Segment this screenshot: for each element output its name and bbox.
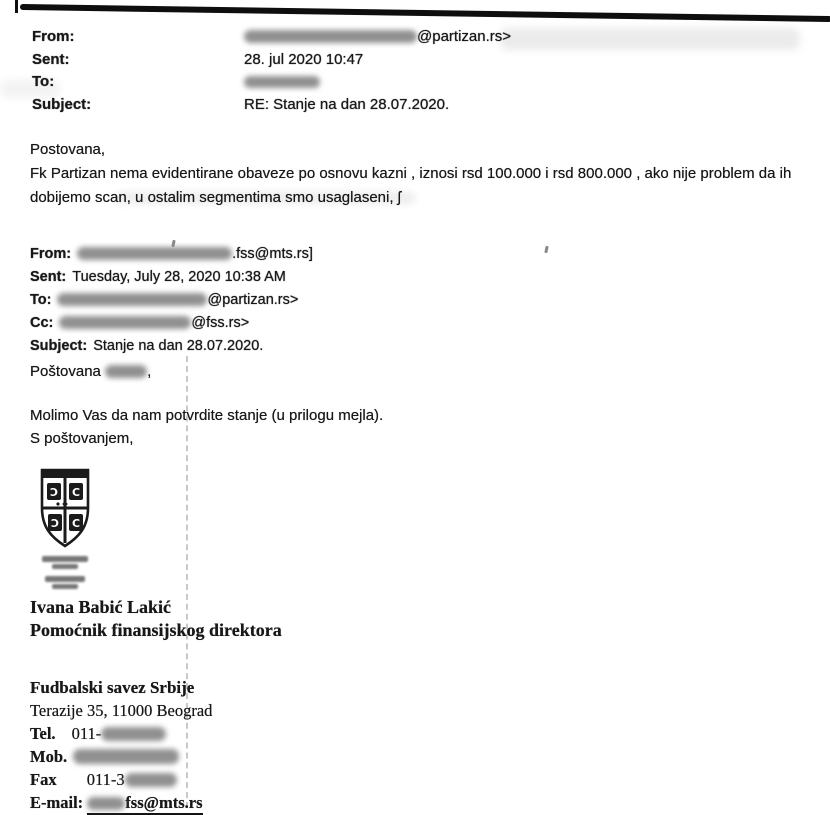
svg-text:C: C: [71, 517, 81, 530]
quoted-salutation-text: Poštovana: [30, 363, 101, 380]
quoted-subject-label: Subject:: [30, 338, 88, 354]
from-label: From:: [32, 28, 75, 45]
quoted-row-cc: [30, 312, 313, 335]
quoted-salutation-punct: ,: [147, 363, 152, 380]
email-visible-text: fss@mts.rs: [125, 793, 203, 812]
header-row-subject: [32, 94, 511, 117]
redacted-sender-name: [244, 30, 417, 43]
redacted-recipient-name: [244, 76, 320, 88]
quoted-email-header: [30, 243, 313, 358]
subject-value: RE: Stanje na dan 28.07.2020.: [244, 95, 450, 113]
quoted-row-subject: [30, 335, 313, 358]
sent-label: Sent:: [32, 50, 70, 68]
mob-label: Mob.: [30, 747, 68, 766]
phone-row: [30, 722, 212, 745]
quoted-from-domain: .fss@mts.rs]: [232, 246, 313, 262]
fax-label: Fax: [30, 770, 57, 789]
redacted-quoted-sender: [77, 247, 232, 260]
svg-text:Ɔ: Ɔ: [49, 486, 59, 499]
to-value: [244, 71, 320, 94]
body-line-1: Fk Partizan nema evidentirane obaveze po osnovu kazni , iznosi rsd 100.000 i rsd 800.000 , ako nije problem da ih: [30, 165, 792, 182]
quoted-from-label: From:: [30, 246, 72, 262]
redacted-mobile-number: [73, 749, 179, 764]
redacted-tel-number: [101, 727, 166, 741]
email-body: [30, 138, 791, 210]
quoted-row-from: [30, 243, 313, 266]
quoted-row-sent: [30, 266, 313, 289]
redacted-email-prefix: [87, 797, 125, 810]
quoted-cc-label: Cc:: [30, 315, 54, 331]
quoted-subject-value: Stanje na dan 28.07.2020.: [93, 338, 264, 354]
scan-speck: [544, 246, 548, 253]
body-line-2: dobijemo scan, u ostalim segmentima smo usaglaseni, ʃ: [30, 189, 402, 206]
signature-title: Pomoćnik finansijskog direktora: [30, 620, 282, 640]
quoted-body: [30, 404, 383, 450]
email-label: E-mail:: [30, 793, 84, 812]
header-row-from: [32, 26, 511, 49]
mobile-row: [30, 745, 212, 768]
svg-text:C: C: [71, 486, 81, 499]
redacted-quoted-recipient: [57, 293, 207, 306]
header-row-sent: [32, 49, 511, 72]
scan-artifact-top-line: [20, 4, 830, 22]
quoted-to-domain: @partizan.rs>: [207, 292, 299, 308]
to-label: To:: [32, 73, 55, 90]
sent-value: 28. jul 2020 10:47: [244, 50, 364, 68]
redacted-fax-number: [125, 773, 177, 787]
body-salutation: Postovana,: [30, 141, 106, 158]
from-value: [244, 26, 511, 49]
email-header: [32, 26, 511, 116]
quoted-salutation: [30, 363, 151, 380]
crest-caption-line: [52, 564, 78, 569]
fax-prefix: 011-3: [86, 770, 125, 789]
signature-name: Ivana Babić Lakić: [30, 597, 172, 617]
quoted-request-line: Molimo Vas da nam potvrdite stanje (u prilogu mejla).: [30, 407, 384, 424]
email-row: [30, 791, 212, 814]
tel-prefix: 011-: [71, 724, 102, 743]
contact-block: [30, 676, 212, 814]
fss-coat-of-arms: [36, 466, 94, 557]
scan-smudge: [500, 28, 800, 50]
header-row-to: [32, 71, 511, 94]
crest-caption-line: [45, 576, 85, 582]
organization-name: Fudbalski savez Srbije: [30, 678, 195, 697]
quoted-row-to: [30, 289, 313, 312]
quoted-to-label: To:: [30, 292, 52, 308]
subject-label: Subject:: [32, 95, 92, 113]
quoted-sent-value: Tuesday, July 28, 2020 10:38 AM: [72, 269, 286, 285]
email-address: [87, 793, 202, 815]
coat-of-arms-icon: [36, 466, 94, 552]
scan-artifact-tick: [15, 0, 18, 13]
quoted-sent-label: Sent:: [30, 269, 67, 285]
quoted-closing: S poštovanjem,: [30, 430, 134, 447]
redacted-quoted-cc: [59, 316, 191, 329]
fax-row: [30, 768, 212, 791]
from-domain: @partizan.rs>: [417, 28, 512, 45]
organization-address: Terazije 35, 11000 Beograd: [30, 701, 213, 720]
redacted-salutation-name: [105, 365, 147, 378]
crest-caption-line: [42, 556, 88, 562]
quoted-cc-domain: @fss.rs>: [191, 315, 250, 331]
svg-text:Ɔ: Ɔ: [50, 517, 60, 530]
crest-caption-line: [52, 584, 78, 589]
signature-block: [30, 596, 282, 642]
tel-label: Tel.: [30, 724, 56, 743]
